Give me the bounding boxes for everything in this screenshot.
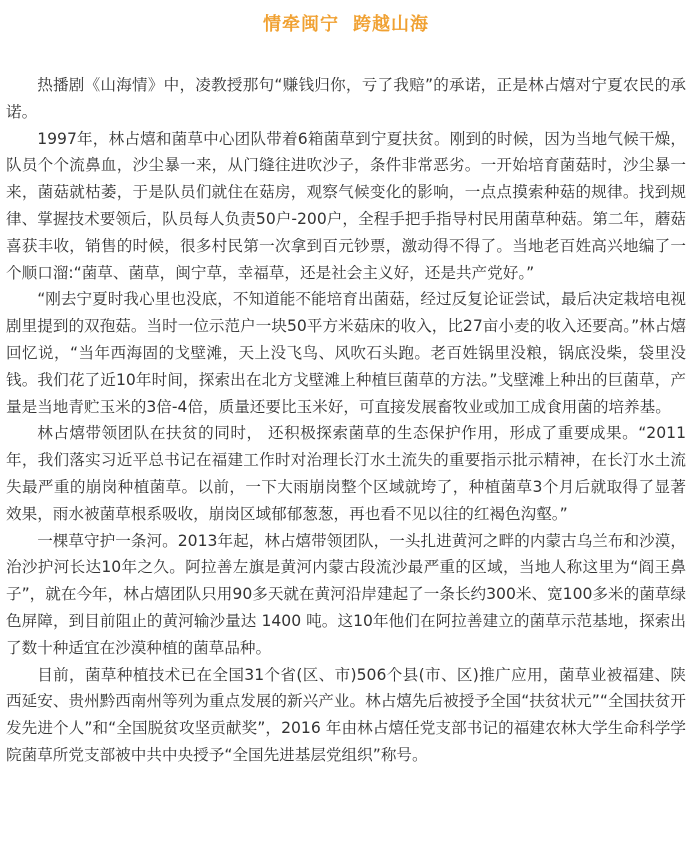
paragraph-ecology: 林占熺带领团队在扶贫的同时， 还积极探索菌草的生态保护作用，形成了重要成果。“2011年，我们落实习近平总书记在福建工作时对治理长汀水土流失的重要指示批示精神，在长汀水土流失最严重的崩岗种植菌草。以前，一下大雨崩岗整个区域就垮了，种植菌草3个月后就取得了显著效果，雨水被菌草根系吸收，崩岗区域郁郁葱葱，再也看不见以往的红褐色沟壑。”	[6, 424, 686, 523]
article-body	[6, 72, 686, 769]
article	[6, 0, 686, 769]
paragraph-intro: 热播剧《山海情》中，凌教授那句“赚钱归你，亏了我赔”的承诺，正是林占熺对宁夏农民的承诺。	[6, 76, 686, 121]
paragraph-current: 目前，菌草种植技术已在全国31个省(区、市)506个县(市、区)推广应用，菌草业被福建、陕西延安、贵州黔西南州等列为重点发展的新兴产业。林占熺先后被授予全国“扶贫状元”“全国扶贫开发先进个人”和“全国脱贫攻坚贡献奖”，2016 年由林占熺任党支部书记的福建农林大学生命科学学院菌草所党支部被中共中央授予“全国先进基层党组织”称号。	[6, 665, 686, 764]
paragraph-quote: “刚去宁夏时我心里也没底，不知道能不能培育出菌菇，经过反复论证尝试，最后决定栽培电视剧里提到的双孢菇。当时一位示范户一块50平方米菇床的收入，比27亩小麦的收入还要高。”林占熺回忆说，“当年西海固的戈壁滩，天上没飞鸟、风吹石头跑。老百姓锅里没粮，锅底没柴，袋里没钱。我们花了近10年时间，探索出在北方戈壁滩上种植巨菌草的方法。”戈壁滩上种出的巨菌草，产量是当地青贮玉米的3倍-4倍，质量还要比玉米好，可直接发展畜牧业或加工成食用菌的培养基。	[6, 290, 686, 416]
article-title	[6, 8, 686, 42]
paragraph-1997: 1997年，林占熺和菌草中心团队带着6箱菌草到宁夏扶贫。刚到的时候，因为当地气候干燥，队员个个流鼻血，沙尘暴一来，从门缝往进吹沙子，条件非常恶劣。一开始培育菌菇时，沙尘暴一来，菌菇就枯萎，于是队员们就住在菇房，观察气候变化的影响，一点点摸索种菇的规律。找到规律、掌握技术要领后，队员每人负责50户-200户，全程手把手指导村民用菌草种菇。第二年，蘑菇喜获丰收，销售的时候，很多村民第一次拿到百元钞票，激动得不得了。当地老百姓高兴地编了一个顺口溜:“菌草、菌草，闽宁草，幸福草，还是社会主义好，还是共产党好。”	[6, 129, 686, 282]
title-right: 跨越山海	[353, 14, 429, 35]
paragraph-yellow-river: 一棵草守护一条河。2013年起，林占熺带领团队，一头扎进黄河之畔的内蒙古乌兰布和沙漠，治沙护河长达10年之久。阿拉善左旗是黄河内蒙古段流沙最严重的区域，当地人称这里为“阎王鼻子”，就在今年，林占熺团队只用90多天就在黄河沿岸建起了一条长约300米、宽100多米的菌草绿色屏障，到目前阻止的黄河输沙量达 1400 吨。这10年他们在阿拉善建立的菌草示范基地，探索出了数十种适宜在沙漠种植的菌草品种。	[6, 531, 687, 657]
title-left: 情牵闽宁	[263, 14, 339, 35]
